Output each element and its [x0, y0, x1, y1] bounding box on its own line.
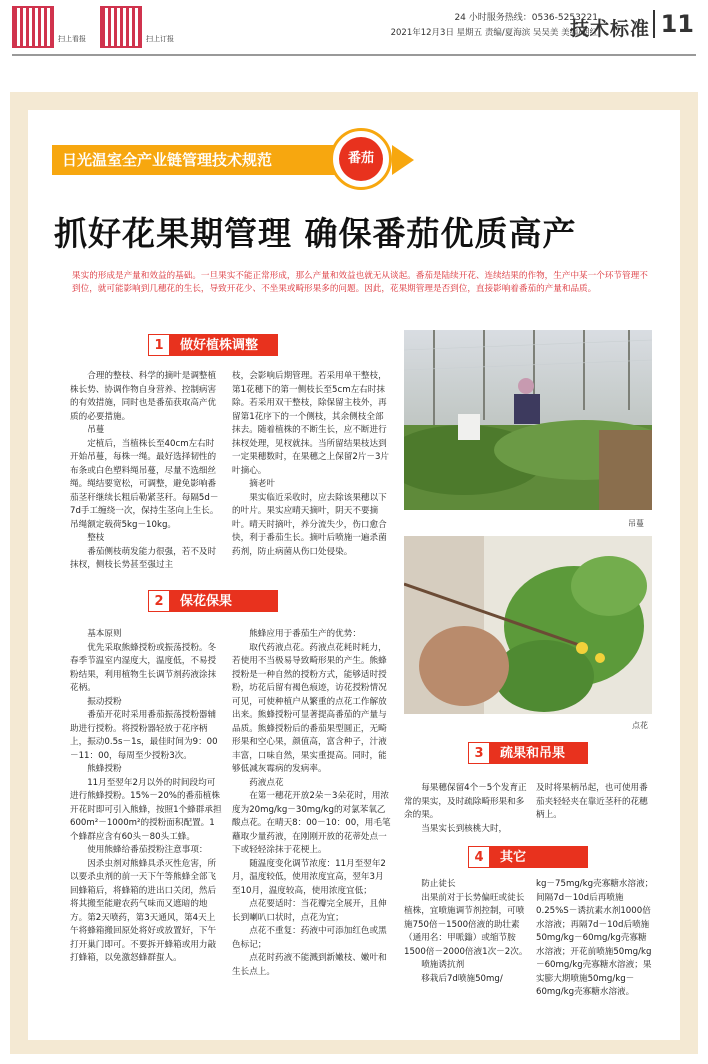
subheading: 基本原则: [87, 629, 122, 639]
section-heading-2: [148, 590, 278, 612]
photo-caption: 点花: [632, 721, 648, 730]
paragraph: 番茄侧枝萌发能力很强，若不及时抹杈，侧枝长势甚至强过主: [70, 546, 217, 570]
section-heading-1: [148, 334, 278, 356]
subheading: 喷施诱抗剂: [421, 960, 465, 970]
paragraph: 随温度变化调节浓度：11月至翌年2月，温度较低，使用浓度宜高，翌年3月至10月，温度较高，使用浓度宜低；: [232, 858, 386, 896]
banner-arrow: [392, 145, 414, 175]
series-banner: 日光温室全产业链管理技术规范: [52, 145, 352, 175]
section-title: 技术标准: [569, 18, 650, 40]
section-heading-4: [468, 846, 588, 868]
qr1-label: 扫上看报: [58, 35, 86, 43]
paragraph: 每果穗保留4个－5个发育正常的果实，及时疏除畸形果和多余的果。: [404, 783, 527, 820]
photo-hanging-vines: [404, 330, 652, 510]
tomato-badge: [330, 128, 392, 190]
paragraph: 定植后，当植株长至40cm左右时开始吊蔓，每株一绳。最好选择韧性的布条或白色塑料绳吊蔓，尽量不选细丝绳。绳结要宽松，可调整，避免影响番茄茎秆继续长粗后勒紧茎秆。每隔5d－7d手工缠绕一次，保持生茎向上生长。吊绳额定载荷5kg－10kg。: [70, 438, 219, 530]
paragraph: 点花不重复：药液中可添加红色或黑色标记；: [232, 926, 387, 950]
paragraph: 在第一穗花开放2朵－3朵花时，用浓度为20mg/kg－30mg/kg的对氯苯氧乙酸点花。在晴天8：00－10：00，用毛笔蘸取少量药液，在刚刚开放的花蒂处点一下或轻轻涂抹于花梗上。: [232, 791, 391, 855]
qr2-label: 扫上订报: [146, 35, 174, 43]
section-number: 4: [468, 846, 490, 868]
paragraph: 使用熊蜂给番茄授粉注意事项：: [87, 845, 208, 855]
section-number: 2: [148, 590, 170, 612]
subheading: 振动授粉: [87, 696, 122, 707]
section-number: 1: [148, 334, 170, 356]
section-label: 保花保果: [180, 594, 233, 609]
headline: 抓好花果期管理 确保番茄优质高产: [54, 214, 577, 253]
paragraph: 熊蜂应用于番茄生产的优势：: [249, 629, 361, 639]
paragraph: kg－75mg/kg壳寡糖水溶液；间隔7d－10d后再喷施0.25%S－诱抗素水剂1000倍水溶液；再隔7d－10d后喷施50mg/kg－60mg/kg壳寡糖水溶液；开花前喷施50mg/kg－60mg/kg壳寡糖水溶液；果实膨大期喷施50mg/kg－60mg/kg壳寡糖水溶液。: [536, 879, 654, 997]
photo-caption: 吊蔓: [628, 519, 644, 528]
paragraph: 枝，会影响后期管理。若采用单干整枝，第1花穗下的第一侧枝长至5cm左右时抹除。若采用双干整枝，除保留主枝外，再留第1花序下的一个侧枝，其余侧枝全部抹去。随着植株的不断生长，应不断进行抹杈处理，见杈就抹。当所留结果枝达到一定果穗数时，在果穗之上保留2片－3片叶摘心。: [232, 371, 390, 476]
column-1: [70, 370, 222, 573]
subheading: 摘老叶: [249, 479, 275, 489]
lead-paragraph: 果实的形成是产量和效益的基础。一旦果实不能正常形成，那么产量和效益也就无从谈起。番茄是陆续开花、连续结果的作物，生产中某一个环节管理不到位，就可能影响到几穗花的生长，导致开花少、不坐果或畸形果多的问题。因此，花果期管理是否到位，直接影响着番茄的产量和品质。: [72, 271, 648, 295]
page-header: [0, 0, 708, 70]
subheading: 吊蔓: [87, 425, 105, 435]
paragraph: 移栽后7d喷施50mg/: [421, 973, 503, 984]
column-8: [536, 878, 654, 1000]
section-label: 做好植株调整: [180, 338, 259, 353]
dateline: 2021年12月3日 星期五 责编/夏海滨 吴吴美 美编/朝红: [390, 28, 598, 38]
paragraph: 取代药液点花。药液点花耗时耗力，若使用不当极易导致畸形果的产生。熊蜂授粉是一种自然的授粉方式，能够适时授粉，坊花后留有褐色痕迹，访花授粉情况可见，可使种植户从繁重的点花工作解放出来。熊蜂授粉可显著提高番茄的产量与品质。熊蜂授粉后的番茄果型圆正，无畸形果和空心果，颜值高，富含种子，汁液丰富，口味自然，果实重提高。同时，能够低减灰霉病的发病率。: [232, 642, 387, 774]
page-number: 11: [653, 10, 694, 38]
subheading: 药液点花: [249, 777, 284, 788]
photo-flower-spraying: [404, 536, 652, 714]
badge-label: 番茄: [339, 137, 383, 181]
paragraph: 点花要适时：当花瓣完全展开，且伸长到喇叭口状时，点花为宜；: [232, 899, 387, 923]
hotline: 24 小时服务热线：0536-5253221: [454, 13, 598, 23]
subheading: 整枝: [87, 533, 105, 543]
section-number: 3: [468, 742, 490, 764]
paragraph: 点花时药液不能溅到新嫩枝、嫩叶和生长点上。: [232, 953, 387, 977]
paragraph: 果实临近采收时，应去除该果穗以下的叶片。果实应晴天摘叶，阴天不要摘叶。晴天时摘叶，养分流失少，伤口愈合快，利于番茄生长。摘叶后喷施一遍杀菌药剂，防止病菌从伤口处侵染。: [232, 492, 387, 557]
column-2: [232, 370, 392, 559]
paragraph: 因杀虫剂对熊蜂具杀灭性危害，所以要杀虫剂的前一天下午等熊蜂全部飞回蜂箱后，将蜂箱的进出口关闭，然后将其搬至能避农药气味而又遮暗的地方。第2天喷药，第3天通风，第4天上午将蜂箱搬回原处将好或放置好，下午打开巢门即可。不要拆开蜂箱或用力敲打蜂箱，以免激怒蜂群蜇人。: [70, 858, 217, 963]
greenhouse-photo: [404, 330, 652, 510]
qr-code-icon: [12, 6, 54, 48]
subheading: 熊蜂授粉: [87, 764, 122, 774]
column-6: [536, 782, 654, 823]
column-7: [404, 878, 528, 986]
header-divider: [12, 54, 696, 56]
column-4: [232, 628, 392, 979]
paragraph: 合理的整枝、科学的摘叶是调整植株长势、协调作物自身营养、控制病害的有效措施，同时也是番茄获取高产优质的必要措施。: [70, 371, 217, 422]
paragraph: 当果实长到核桃大时，: [421, 823, 508, 834]
tomato-plant-photo: [404, 536, 652, 714]
section-label: 其它: [500, 850, 527, 865]
column-5: [404, 782, 528, 836]
paragraph: 优先采取熊蜂授粉或振荡授粉。冬春季节温室内湿度大，温度低，不易授粉结果，利用植物生长调节剂药液涂抹花柄。: [70, 642, 217, 693]
paragraph: 番茄开花时采用番茄振荡授粉器辅助进行授粉。将授粉器轻放于花序柄上，振动0.5s－1s，最佳时间为9：00－11：00，每周至少授粉3次。: [70, 710, 218, 761]
section-label: 疏果和吊果: [500, 746, 566, 761]
subheading: 防止徒长: [421, 879, 456, 889]
qr-code-icon: [100, 6, 142, 48]
paragraph: 出果前对于长势偏旺或徒长植株，宜喷施调节剂控制，可喷施750倍－1500倍液的助壮素（通用名：甲哌鎓）或缩节胺1500倍－2000倍液1次－2次。: [404, 892, 528, 957]
paragraph: 及时将果柄吊起，也可使用番茄夹轻轻夹在靠近茎秆的花穗柄上。: [536, 783, 648, 820]
paragraph: 11月至翌年2月以外的时间段均可进行熊蜂授粉。15%－20%的番茄植株开花时即可引入熊蜂，按照1个蜂群承担600m²－1000m²的授粉面积配置。1个蜂群应含有60头－80头工蜂。: [70, 777, 222, 842]
column-3: [70, 628, 222, 966]
section-heading-3: [468, 742, 588, 764]
